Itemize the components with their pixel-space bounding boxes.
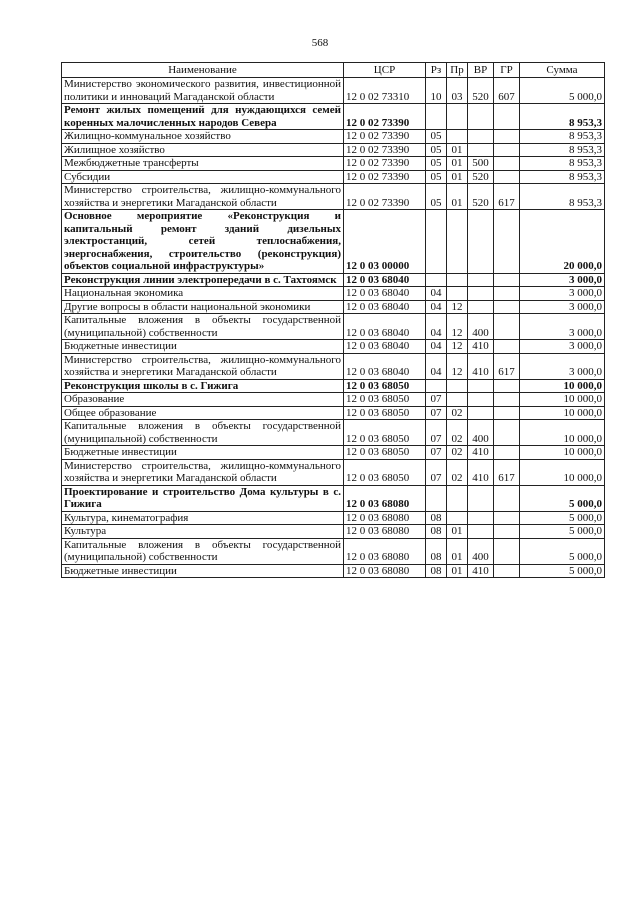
cell-sum: 8 953,3 bbox=[520, 184, 605, 210]
cell-sum: 3 000,0 bbox=[520, 300, 605, 314]
cell-csr: 12 0 03 68080 bbox=[344, 511, 426, 525]
table-row bbox=[62, 210, 605, 274]
cell-gr bbox=[494, 564, 520, 578]
cell-csr: 12 0 02 73390 bbox=[344, 104, 426, 130]
cell-gr bbox=[494, 420, 520, 446]
cell-name: Реконструкция школы в с. Гижига bbox=[62, 379, 344, 393]
cell-pr: 12 bbox=[447, 300, 468, 314]
cell-name: Министерство строительства, жилищно-коммунального хозяйства и энергетики Магаданской области bbox=[62, 184, 344, 210]
cell-gr bbox=[494, 157, 520, 171]
cell-vr bbox=[468, 485, 494, 511]
cell-vr bbox=[468, 273, 494, 287]
table-row bbox=[62, 287, 605, 301]
table-row bbox=[62, 353, 605, 379]
cell-pr bbox=[447, 210, 468, 274]
cell-name: Культура bbox=[62, 525, 344, 539]
cell-pr bbox=[447, 393, 468, 407]
cell-pr bbox=[447, 511, 468, 525]
cell-csr: 12 0 03 68050 bbox=[344, 393, 426, 407]
table-row bbox=[62, 511, 605, 525]
cell-vr: 410 bbox=[468, 564, 494, 578]
cell-pr: 01 bbox=[447, 538, 468, 564]
cell-name: Межбюджетные трансферты bbox=[62, 157, 344, 171]
cell-name: Министерство строительства, жилищно-коммунального хозяйства и энергетики Магаданской области bbox=[62, 459, 344, 485]
cell-pr: 01 bbox=[447, 143, 468, 157]
cell-vr: 500 bbox=[468, 157, 494, 171]
cell-csr: 12 0 03 68040 bbox=[344, 287, 426, 301]
cell-gr bbox=[494, 393, 520, 407]
cell-gr bbox=[494, 143, 520, 157]
cell-vr: 400 bbox=[468, 420, 494, 446]
cell-sum: 5 000,0 bbox=[520, 511, 605, 525]
cell-csr: 12 0 03 68080 bbox=[344, 538, 426, 564]
cell-rz: 07 bbox=[426, 393, 447, 407]
cell-vr: 520 bbox=[468, 170, 494, 184]
table-row bbox=[62, 340, 605, 354]
cell-rz: 10 bbox=[426, 78, 447, 104]
table-row bbox=[62, 300, 605, 314]
cell-name: Бюджетные инвестиции bbox=[62, 340, 344, 354]
column-header-gr: ГР bbox=[494, 63, 520, 78]
cell-gr bbox=[494, 340, 520, 354]
cell-sum: 5 000,0 bbox=[520, 78, 605, 104]
cell-csr: 12 0 03 68040 bbox=[344, 353, 426, 379]
cell-gr: 617 bbox=[494, 184, 520, 210]
cell-sum: 10 000,0 bbox=[520, 379, 605, 393]
cell-pr: 01 bbox=[447, 157, 468, 171]
cell-vr bbox=[468, 406, 494, 420]
cell-pr bbox=[447, 273, 468, 287]
cell-name: Жилищно-коммунальное хозяйство bbox=[62, 130, 344, 144]
cell-sum: 3 000,0 bbox=[520, 353, 605, 379]
cell-csr: 12 0 03 68050 bbox=[344, 406, 426, 420]
cell-csr: 12 0 02 73390 bbox=[344, 130, 426, 144]
cell-sum: 10 000,0 bbox=[520, 446, 605, 460]
table-row bbox=[62, 157, 605, 171]
cell-csr: 12 0 03 68050 bbox=[344, 420, 426, 446]
cell-sum: 8 953,3 bbox=[520, 157, 605, 171]
cell-sum: 3 000,0 bbox=[520, 287, 605, 301]
column-header-name: Наименование bbox=[62, 63, 344, 78]
cell-sum: 10 000,0 bbox=[520, 406, 605, 420]
cell-name: Реконструкция линии электропередачи в с. Тахтоямск bbox=[62, 273, 344, 287]
cell-pr: 01 bbox=[447, 564, 468, 578]
cell-gr bbox=[494, 104, 520, 130]
cell-pr: 01 bbox=[447, 525, 468, 539]
cell-rz bbox=[426, 273, 447, 287]
table-row bbox=[62, 130, 605, 144]
cell-name: Ремонт жилых помещений для нуждающихся семей коренных малочисленных народов Севера bbox=[62, 104, 344, 130]
cell-csr: 12 0 03 68050 bbox=[344, 379, 426, 393]
cell-gr: 617 bbox=[494, 353, 520, 379]
table-row bbox=[62, 406, 605, 420]
cell-csr: 12 0 03 68040 bbox=[344, 340, 426, 354]
cell-rz bbox=[426, 379, 447, 393]
column-header-rz: Рз bbox=[426, 63, 447, 78]
column-header-csr: ЦСР bbox=[344, 63, 426, 78]
cell-pr: 12 bbox=[447, 340, 468, 354]
cell-csr: 12 0 02 73390 bbox=[344, 143, 426, 157]
cell-vr: 520 bbox=[468, 184, 494, 210]
cell-csr: 12 0 03 68050 bbox=[344, 446, 426, 460]
cell-sum: 5 000,0 bbox=[520, 564, 605, 578]
cell-csr: 12 0 02 73390 bbox=[344, 184, 426, 210]
cell-vr: 400 bbox=[468, 538, 494, 564]
cell-rz bbox=[426, 485, 447, 511]
cell-gr bbox=[494, 511, 520, 525]
cell-vr bbox=[468, 511, 494, 525]
cell-rz: 04 bbox=[426, 300, 447, 314]
cell-name: Капитальные вложения в объекты государственной (муниципальной) собственности bbox=[62, 538, 344, 564]
table-header-row bbox=[62, 63, 605, 78]
cell-name: Общее образование bbox=[62, 406, 344, 420]
cell-vr bbox=[468, 287, 494, 301]
cell-sum: 8 953,3 bbox=[520, 170, 605, 184]
cell-sum: 10 000,0 bbox=[520, 393, 605, 407]
cell-pr: 02 bbox=[447, 406, 468, 420]
cell-gr bbox=[494, 379, 520, 393]
table-row bbox=[62, 78, 605, 104]
column-header-vr: ВР bbox=[468, 63, 494, 78]
cell-name: Министерство экономического развития, инвестиционной политики и инноваций Магаданской области bbox=[62, 78, 344, 104]
cell-sum: 5 000,0 bbox=[520, 538, 605, 564]
cell-rz: 08 bbox=[426, 538, 447, 564]
cell-sum: 8 953,3 bbox=[520, 104, 605, 130]
cell-name: Основное мероприятие «Реконструкция и капитальный ремонт зданий дизельных электростанций, сетей теплоснабжения, энергоснабжения, строительство (реконструкция) объектов социальной инфраструктуры» bbox=[62, 210, 344, 274]
cell-vr bbox=[468, 525, 494, 539]
cell-pr bbox=[447, 287, 468, 301]
cell-pr: 01 bbox=[447, 184, 468, 210]
cell-pr bbox=[447, 104, 468, 130]
cell-name: Культура, кинематография bbox=[62, 511, 344, 525]
cell-name: Национальная экономика bbox=[62, 287, 344, 301]
cell-csr: 12 0 03 68040 bbox=[344, 273, 426, 287]
cell-csr: 12 0 03 68080 bbox=[344, 485, 426, 511]
cell-vr: 400 bbox=[468, 314, 494, 340]
cell-name: Проектирование и строительство Дома культуры в с. Гижига bbox=[62, 485, 344, 511]
cell-sum: 10 000,0 bbox=[520, 459, 605, 485]
cell-sum: 10 000,0 bbox=[520, 420, 605, 446]
cell-vr bbox=[468, 130, 494, 144]
cell-rz: 04 bbox=[426, 353, 447, 379]
table-row bbox=[62, 446, 605, 460]
cell-csr: 12 0 03 68050 bbox=[344, 459, 426, 485]
cell-sum: 5 000,0 bbox=[520, 485, 605, 511]
table-row bbox=[62, 525, 605, 539]
cell-rz: 08 bbox=[426, 564, 447, 578]
cell-name: Жилищное хозяйство bbox=[62, 143, 344, 157]
cell-gr bbox=[494, 538, 520, 564]
table-row bbox=[62, 273, 605, 287]
cell-sum: 5 000,0 bbox=[520, 525, 605, 539]
table-row bbox=[62, 393, 605, 407]
budget-table bbox=[61, 62, 605, 578]
table-row bbox=[62, 459, 605, 485]
cell-gr bbox=[494, 314, 520, 340]
cell-rz: 07 bbox=[426, 420, 447, 446]
cell-gr bbox=[494, 170, 520, 184]
cell-gr bbox=[494, 130, 520, 144]
cell-csr: 12 0 03 00000 bbox=[344, 210, 426, 274]
cell-gr bbox=[494, 406, 520, 420]
cell-csr: 12 0 02 73390 bbox=[344, 157, 426, 171]
cell-pr: 12 bbox=[447, 353, 468, 379]
cell-vr: 410 bbox=[468, 353, 494, 379]
cell-rz: 07 bbox=[426, 406, 447, 420]
cell-pr: 01 bbox=[447, 170, 468, 184]
cell-rz: 04 bbox=[426, 287, 447, 301]
cell-rz: 07 bbox=[426, 446, 447, 460]
cell-csr: 12 0 03 68040 bbox=[344, 300, 426, 314]
cell-csr: 12 0 02 73390 bbox=[344, 170, 426, 184]
cell-rz: 04 bbox=[426, 314, 447, 340]
cell-gr: 607 bbox=[494, 78, 520, 104]
cell-vr bbox=[468, 300, 494, 314]
cell-vr: 410 bbox=[468, 446, 494, 460]
cell-gr bbox=[494, 287, 520, 301]
table-row bbox=[62, 420, 605, 446]
cell-rz: 05 bbox=[426, 157, 447, 171]
cell-vr bbox=[468, 210, 494, 274]
cell-csr: 12 0 03 68080 bbox=[344, 525, 426, 539]
cell-rz: 05 bbox=[426, 184, 447, 210]
cell-sum: 3 000,0 bbox=[520, 340, 605, 354]
cell-vr bbox=[468, 379, 494, 393]
column-header-pr: Пр bbox=[447, 63, 468, 78]
cell-pr: 03 bbox=[447, 78, 468, 104]
table-row bbox=[62, 104, 605, 130]
cell-gr: 617 bbox=[494, 459, 520, 485]
page-number: 568 bbox=[311, 37, 329, 49]
cell-gr bbox=[494, 300, 520, 314]
cell-gr bbox=[494, 446, 520, 460]
cell-name: Капитальные вложения в объекты государственной (муниципальной) собственности bbox=[62, 314, 344, 340]
table-row bbox=[62, 379, 605, 393]
cell-rz: 05 bbox=[426, 170, 447, 184]
cell-sum: 3 000,0 bbox=[520, 314, 605, 340]
cell-name: Министерство строительства, жилищно-коммунального хозяйства и энергетики Магаданской области bbox=[62, 353, 344, 379]
cell-csr: 12 0 03 68080 bbox=[344, 564, 426, 578]
cell-vr: 410 bbox=[468, 459, 494, 485]
cell-name: Образование bbox=[62, 393, 344, 407]
cell-rz bbox=[426, 104, 447, 130]
table-row bbox=[62, 538, 605, 564]
table-row bbox=[62, 143, 605, 157]
cell-csr: 12 0 02 73310 bbox=[344, 78, 426, 104]
cell-pr bbox=[447, 130, 468, 144]
cell-vr bbox=[468, 104, 494, 130]
cell-vr: 410 bbox=[468, 340, 494, 354]
cell-csr: 12 0 03 68040 bbox=[344, 314, 426, 340]
cell-sum: 3 000,0 bbox=[520, 273, 605, 287]
cell-name: Бюджетные инвестиции bbox=[62, 446, 344, 460]
cell-rz: 08 bbox=[426, 525, 447, 539]
cell-gr bbox=[494, 485, 520, 511]
cell-vr bbox=[468, 143, 494, 157]
cell-sum: 20 000,0 bbox=[520, 210, 605, 274]
cell-sum: 8 953,3 bbox=[520, 130, 605, 144]
cell-rz: 05 bbox=[426, 130, 447, 144]
cell-vr bbox=[468, 393, 494, 407]
cell-name: Субсидии bbox=[62, 170, 344, 184]
cell-rz: 05 bbox=[426, 143, 447, 157]
table-row bbox=[62, 564, 605, 578]
cell-rz: 07 bbox=[426, 459, 447, 485]
cell-rz bbox=[426, 210, 447, 274]
cell-pr: 02 bbox=[447, 459, 468, 485]
cell-pr: 02 bbox=[447, 446, 468, 460]
table-row bbox=[62, 485, 605, 511]
cell-vr: 520 bbox=[468, 78, 494, 104]
cell-name: Другие вопросы в области национальной экономики bbox=[62, 300, 344, 314]
cell-sum: 8 953,3 bbox=[520, 143, 605, 157]
column-header-sum: Сумма bbox=[520, 63, 605, 78]
cell-gr bbox=[494, 525, 520, 539]
cell-rz: 08 bbox=[426, 511, 447, 525]
cell-gr bbox=[494, 273, 520, 287]
table-row bbox=[62, 314, 605, 340]
table-row bbox=[62, 170, 605, 184]
cell-pr bbox=[447, 379, 468, 393]
cell-pr: 12 bbox=[447, 314, 468, 340]
cell-gr bbox=[494, 210, 520, 274]
cell-pr bbox=[447, 485, 468, 511]
cell-pr: 02 bbox=[447, 420, 468, 446]
cell-name: Капитальные вложения в объекты государственной (муниципальной) собственности bbox=[62, 420, 344, 446]
cell-name: Бюджетные инвестиции bbox=[62, 564, 344, 578]
table-body bbox=[62, 78, 605, 578]
table-row bbox=[62, 184, 605, 210]
cell-rz: 04 bbox=[426, 340, 447, 354]
